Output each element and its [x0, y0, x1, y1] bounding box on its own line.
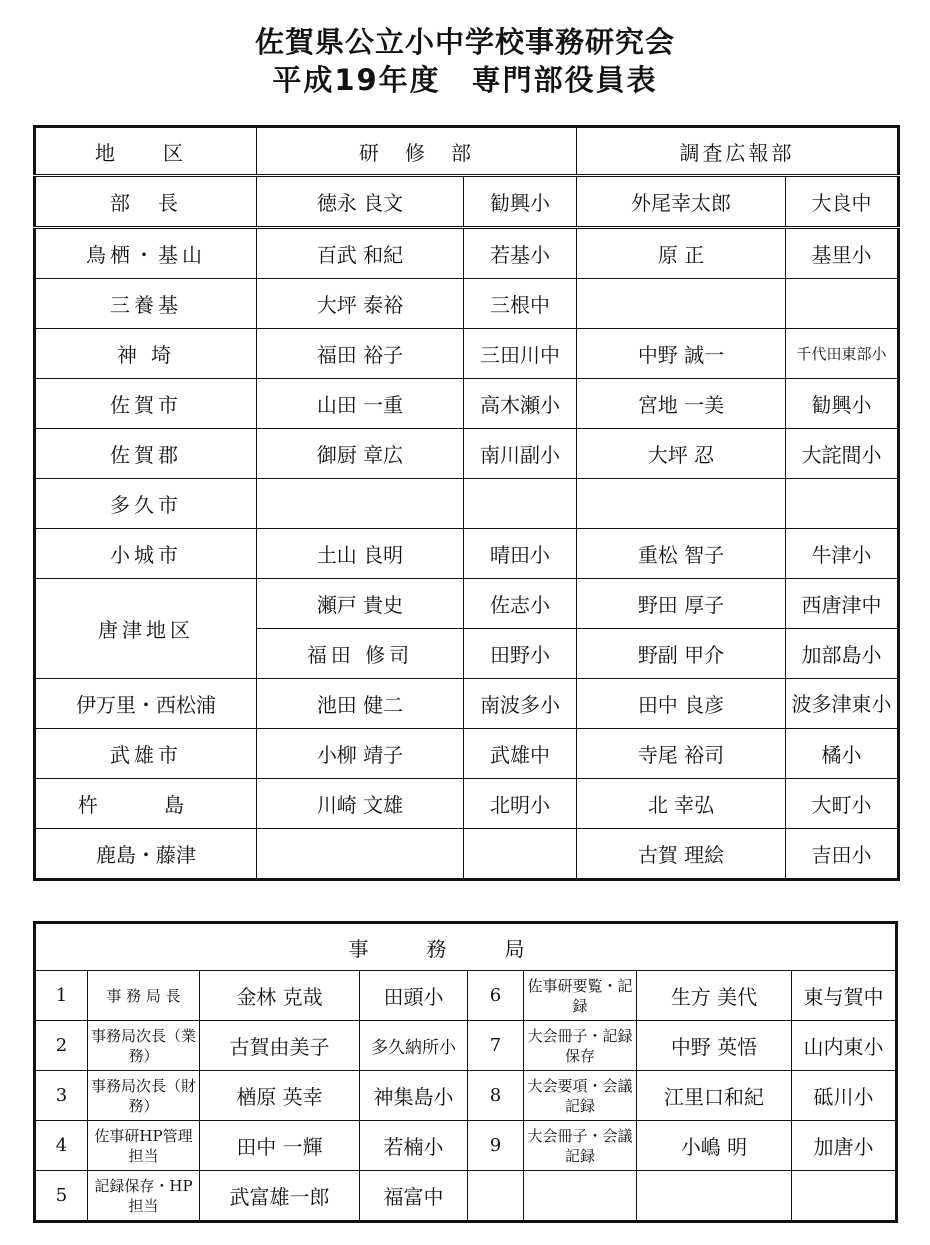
school-cell — [792, 1171, 897, 1222]
chosa-name — [577, 279, 786, 329]
chosa-name: 野田 厚子 — [577, 579, 786, 629]
school-cell: 多久納所小 — [360, 1021, 468, 1071]
name-cell: 楢原 英幸 — [200, 1071, 360, 1121]
name-cell — [637, 1171, 792, 1222]
chosa-school: 大詫間小 — [786, 429, 899, 479]
name-cell: 生方 美代 — [637, 971, 792, 1021]
chosa-school: 波多津東小 — [786, 679, 899, 729]
row-number — [468, 1171, 524, 1222]
row-number: 8 — [468, 1071, 524, 1121]
kenshu-school: 三田川中 — [464, 329, 577, 379]
kenshu-name: 小柳 靖子 — [257, 729, 464, 779]
chosa-name: 寺尾 裕司 — [577, 729, 786, 779]
header-area: 地 区 — [35, 127, 257, 176]
table-row — [35, 228, 899, 279]
bucho-kenshu-school: 勧興小 — [464, 176, 577, 228]
bucho-chosa-name: 外尾幸太郎 — [577, 176, 786, 228]
table-row — [35, 379, 899, 429]
area-cell: 神 埼 — [35, 329, 257, 379]
table-header-row — [35, 127, 899, 176]
table-row — [35, 779, 899, 829]
chosa-school: 千代田東部小 — [786, 329, 899, 379]
school-cell: 東与賀中 — [792, 971, 897, 1021]
kenshu-name: 池田 健二 — [257, 679, 464, 729]
chosa-school — [786, 479, 899, 529]
table-row — [35, 329, 899, 379]
chosa-school: 勧興小 — [786, 379, 899, 429]
school-cell: 福富中 — [360, 1171, 468, 1222]
kenshu-school: 南波多小 — [464, 679, 577, 729]
kenshu-name: 山田 一重 — [257, 379, 464, 429]
chosa-name: 北 幸弘 — [577, 779, 786, 829]
name-cell: 中野 英悟 — [637, 1021, 792, 1071]
kenshu-name: 川崎 文雄 — [257, 779, 464, 829]
table-row — [35, 1121, 897, 1171]
role-cell: 大会冊子・記録保存 — [524, 1021, 637, 1071]
kenshu-name: 大坪 泰裕 — [257, 279, 464, 329]
office-table — [33, 921, 898, 1223]
bucho-row — [35, 176, 899, 228]
area-cell: 伊万里・西松浦 — [35, 679, 257, 729]
kenshu-school: 晴田小 — [464, 529, 577, 579]
chosa-school: 牛津小 — [786, 529, 899, 579]
table-row — [35, 529, 899, 579]
area-cell: 鳥栖・基山 — [35, 228, 257, 279]
kenshu-name: 福田 裕子 — [257, 329, 464, 379]
office-header: 事務局 — [35, 923, 897, 971]
kenshu-name — [257, 829, 464, 880]
school-cell: 田頭小 — [360, 971, 468, 1021]
area-cell: 佐賀郡 — [35, 429, 257, 479]
kenshu-school — [464, 829, 577, 880]
kenshu-school — [464, 479, 577, 529]
role-cell — [524, 1171, 637, 1222]
name-cell: 小嶋 明 — [637, 1121, 792, 1171]
role-cell: 事務局次長（財務） — [88, 1071, 200, 1121]
school-cell: 加唐小 — [792, 1121, 897, 1171]
chosa-name: 重松 智子 — [577, 529, 786, 579]
kenshu-name: 瀬戸 貴史 — [257, 579, 464, 629]
table-row — [35, 829, 899, 880]
table-row — [35, 729, 899, 779]
kenshu-school: 南川副小 — [464, 429, 577, 479]
role-cell: 大会冊子・会議記録 — [524, 1121, 637, 1171]
table-row — [35, 1171, 897, 1222]
row-number: 5 — [35, 1171, 88, 1222]
chosa-name: 古賀 理絵 — [577, 829, 786, 880]
row-number: 4 — [35, 1121, 88, 1171]
row-number: 1 — [35, 971, 88, 1021]
chosa-name: 大坪 忍 — [577, 429, 786, 479]
kenshu-name: 百武 和紀 — [257, 228, 464, 279]
row-number: 3 — [35, 1071, 88, 1121]
table-row — [35, 429, 899, 479]
chosa-name: 野副 甲介 — [577, 629, 786, 679]
role-cell: 佐事研要覧・記録 — [524, 971, 637, 1021]
kenshu-name: 御厨 章広 — [257, 429, 464, 479]
name-cell: 古賀由美子 — [200, 1021, 360, 1071]
bucho-label: 部 長 — [35, 176, 257, 228]
chosa-name: 中野 誠一 — [577, 329, 786, 379]
kenshu-name: 土山 良明 — [257, 529, 464, 579]
role-cell: 記録保存・HP担当 — [88, 1171, 200, 1222]
area-cell: 唐津地区 — [35, 579, 257, 679]
chosa-school: 加部島小 — [786, 629, 899, 679]
area-cell: 三養基 — [35, 279, 257, 329]
kenshu-school: 三根中 — [464, 279, 577, 329]
page-subtitle: 平成19年度 専門部役員表 — [272, 63, 658, 97]
school-cell: 神集島小 — [360, 1071, 468, 1121]
table-row — [35, 1071, 897, 1121]
chosa-name: 宮地 一美 — [577, 379, 786, 429]
role-cell: 事 務 局 長 — [88, 971, 200, 1021]
chosa-school: 基里小 — [786, 228, 899, 279]
school-cell: 砥川小 — [792, 1071, 897, 1121]
name-cell: 武富雄一郎 — [200, 1171, 360, 1222]
bucho-kenshu-name: 徳永 良文 — [257, 176, 464, 228]
role-cell: 事務局次長（業務） — [88, 1021, 200, 1071]
chosa-school: 西唐津中 — [786, 579, 899, 629]
name-cell: 田中 一輝 — [200, 1121, 360, 1171]
kenshu-name — [257, 479, 464, 529]
chosa-name — [577, 479, 786, 529]
name-cell: 江里口和紀 — [637, 1071, 792, 1121]
area-cell: 佐賀市 — [35, 379, 257, 429]
chosa-school: 橘小 — [786, 729, 899, 779]
kenshu-school: 武雄中 — [464, 729, 577, 779]
table-row — [35, 279, 899, 329]
area-cell: 杵 島 — [35, 779, 257, 829]
school-cell: 山内東小 — [792, 1021, 897, 1071]
school-cell: 若楠小 — [360, 1121, 468, 1171]
table-row — [35, 1021, 897, 1071]
area-cell: 武雄市 — [35, 729, 257, 779]
chosa-school: 吉田小 — [786, 829, 899, 880]
area-cell: 鹿島・藤津 — [35, 829, 257, 880]
chosa-school: 大町小 — [786, 779, 899, 829]
kenshu-school: 若基小 — [464, 228, 577, 279]
header-chosa: 調査広報部 — [577, 127, 899, 176]
kenshu-name: 福田 修司 — [257, 629, 464, 679]
kenshu-school: 田野小 — [464, 629, 577, 679]
table-row — [35, 579, 899, 629]
table-row — [35, 679, 899, 729]
table-row — [35, 479, 899, 529]
bucho-chosa-school: 大良中 — [786, 176, 899, 228]
row-number: 9 — [468, 1121, 524, 1171]
role-cell: 大会要項・会議記録 — [524, 1071, 637, 1121]
area-cell: 多久市 — [35, 479, 257, 529]
name-cell: 金林 克哉 — [200, 971, 360, 1021]
kenshu-school: 高木瀬小 — [464, 379, 577, 429]
role-cell: 佐事研HP管理担当 — [88, 1121, 200, 1171]
chosa-school — [786, 279, 899, 329]
officers-table — [33, 125, 900, 881]
row-number: 6 — [468, 971, 524, 1021]
office-header-row — [35, 923, 897, 971]
row-number: 2 — [35, 1021, 88, 1071]
row-number: 7 — [468, 1021, 524, 1071]
kenshu-school: 佐志小 — [464, 579, 577, 629]
kenshu-school: 北明小 — [464, 779, 577, 829]
chosa-name: 原 正 — [577, 228, 786, 279]
header-kenshu: 研 修 部 — [257, 127, 577, 176]
area-cell: 小城市 — [35, 529, 257, 579]
table-row — [35, 971, 897, 1021]
page-title: 佐賀県公立小中学校事務研究会 — [254, 25, 675, 59]
chosa-name: 田中 良彦 — [577, 679, 786, 729]
